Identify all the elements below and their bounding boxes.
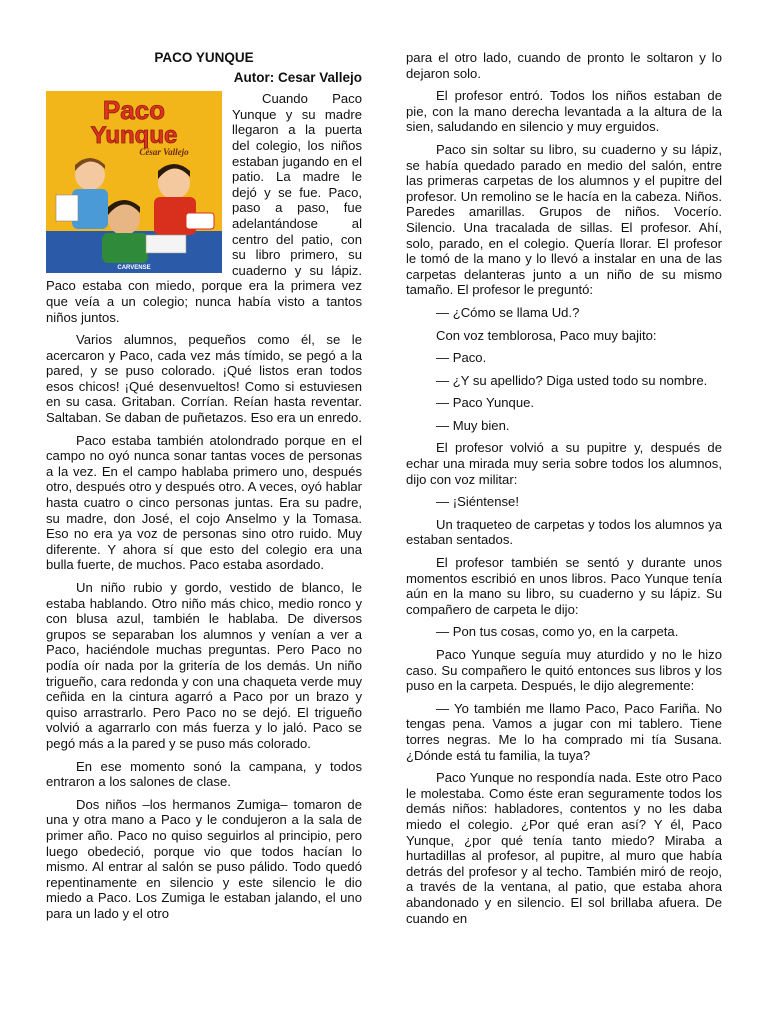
cover-author: César Vallejo — [139, 147, 189, 158]
book-cover-image — [46, 91, 222, 273]
cover-publisher: CARVENSE — [117, 265, 151, 272]
paragraph: Un niño rubio y gordo, vestido de blanco, le estaba hablando. Otro niño más chico, medio ronco y con blusa azul, también le hablaba. De diversos grupos se separaban los alumnos y venían a ver a Paco, haciéndole muchas preguntas. Pero Paco no podía oír nada por la gritería de los demás. Un niño trigueño, cara redonda y con una chaqueta verde muy ceñida en la cintura agarró a Paco por un brazo y quiso arrastrarlo. Pero Paco no se dejó. El trigueño volvió a agarrarlo con más fuerza y lo jaló. Paco se pegó más a la pared y se puso más colorado. — [46, 580, 362, 751]
document-author: Autor: Cesar Vallejo — [233, 69, 362, 85]
cover-badge-icon — [186, 213, 214, 229]
dialogue-line: — Yo también me llamo Paco, Paco Fariña. No tengas pena. Vamos a jugar con mi tablero. Tiene torres negras. Me lo ha comprado mi tía Susana. ¿Dónde está tu familia, la tuya? — [406, 700, 722, 763]
boy-shirt-icon — [102, 233, 148, 263]
paragraph: Dos niños –los hermanos Zumiga– tomaron de una y otra mano a Paco y le condujeron a la sala de primer año. Paco no quiso seguirlos al principio, pero luego obedeció, porque vio que todos hacían lo mismo. Al entrar al salón se puso pálido. Todo quedó repentinamente en silencio y este silencio le dio miedo a Paco. Los Zumiga le estaban jalando, el uno para un lado y el otro — [46, 796, 362, 921]
paragraph: El profesor volvió a su pupitre y, después de echar una mirada muy seria sobre todos los alumnos, dijo con voz militar: — [406, 440, 722, 487]
dialogue-line: — Pon tus cosas, como yo, en la carpeta. — [436, 624, 679, 640]
paragraph: Varios alumnos, pequeños como él, se le acercaron y Paco, cada vez más tímido, se pegó a la pared, y se puso colorado. ¡Qué listos eran todos esos chicos! ¡Qué desenvueltos! Como si estuviesen en su casa. Gritaban. Corrían. Reían hasta reventar. Saltaban. Se daban de puñetazos. Eso era un enredo. — [46, 332, 362, 426]
paragraph: Paco estaba también atolondrado porque en el campo no oyó nunca sonar tantas voces de personas a la vez. En el campo hablaba primero uno, después otro, después otro y después otro. A veces, oyó hablar hasta cuatro o cinco personas juntas. Era su padre, su madre, don José, el cojo Anselmo y la Tomasa. Eso no era ya voz de personas sino otro ruido. Muy diferente. Y ahora sí que esto del colegio era una bulla fuerte, de muchos. Paco estaba asordado. — [46, 432, 362, 573]
dialogue-line: — ¿Y su apellido? Diga usted todo su nombre. — [436, 372, 708, 388]
document-title: PACO YUNQUE — [154, 50, 254, 65]
dialogue-line: — Paco Yunque. — [436, 395, 535, 411]
paragraph: Un traqueteo de carpetas y todos los alumnos ya estaban sentados. — [406, 516, 722, 548]
dialogue-line: — ¿Cómo se llama Ud.? — [436, 304, 580, 320]
left-column — [46, 48, 362, 928]
dialogue-line: — Muy bien. — [436, 417, 510, 433]
book-cover-illustration — [46, 91, 222, 273]
paragraph: Cuando Paco Yunque y su madre llegaron a la puerta del colegio, los niños estaban jugando en el patio. La madre le dejó y se fue. Paco, paso a paso, fue adelantándose al centro del patio, con su libro primero, su cuaderno y su lápiz. Paco estaba con miedo, porque era la primera vez que veía a un colegio; nunca había visto a tantos niños juntos. — [46, 91, 362, 325]
book-icon — [56, 195, 78, 221]
cover-title-line1: Paco — [102, 95, 166, 126]
right-column — [406, 50, 722, 933]
paragraph: El profesor entró. Todos los niños estaban de pie, con la mano derecha levantada a la altura de la sien, saludando en silencio y muy erguidos. — [406, 88, 722, 135]
paragraph: El profesor también se sentó y durante unos momentos escribió en unos libros. Paco Yunque tenía aún en la mano su libro, su cuaderno y su lápiz. Su compañero de carpeta le dijo: — [406, 555, 722, 617]
paragraph: Paco Yunque no respondía nada. Este otro Paco le molestaba. Como éste eran seguramente todos los demás niños: habladores, contentos y no les daba miedo el colegio. ¿Por qué eran así? Y él, Paco Yunque, ¿por qué tenía tanto miedo? Miraba a hurtadillas al profesor, al pupitre, al muro que había detrás del profesor y al techo. También miró de reojo, a través de la ventana, al patio, que estaba ahora abandonado y en silencio. El sol brillaba afuera. De cuando en — [406, 770, 722, 926]
paragraph: En ese momento sonó la campana, y todos entraron a los salones de clase. — [46, 758, 362, 790]
dialogue-line: — ¡Siéntense! — [436, 494, 519, 510]
paragraph: para el otro lado, cuando de pronto le soltaron y lo dejaron solo. — [406, 50, 722, 81]
paragraph: Con voz temblorosa, Paco muy bajito: — [436, 327, 657, 343]
paragraph: Paco Yunque seguía muy aturdido y no le hizo caso. Su compañero le quitó entonces sus libros y los puso en la carpeta. Después, le dijo alegremente: — [406, 647, 722, 694]
cover-title-line2: Yunque — [90, 122, 178, 150]
dialogue-line: — Paco. — [436, 350, 487, 366]
paragraph: Paco sin soltar su libro, su cuaderno y su lápiz, se había quedado parado en medio del salón, entre las primeras carpetas de los alumnos y el pupitre del profesor. Un remolino se le hacía en la cabeza. Niños. Paredes amarillas. Grupos de niños. Vocerío. Silencio. Una tracalada de sillas. El profesor. Ahí, solo, parado, en el colegio. Quería llorar. El profesor le tomó de la mano y lo llevó a instalar en una de las carpetas delanteras junto a un niño de su mismo tamaño. El profesor le preguntó: — [406, 141, 722, 298]
book-icon — [146, 235, 186, 253]
